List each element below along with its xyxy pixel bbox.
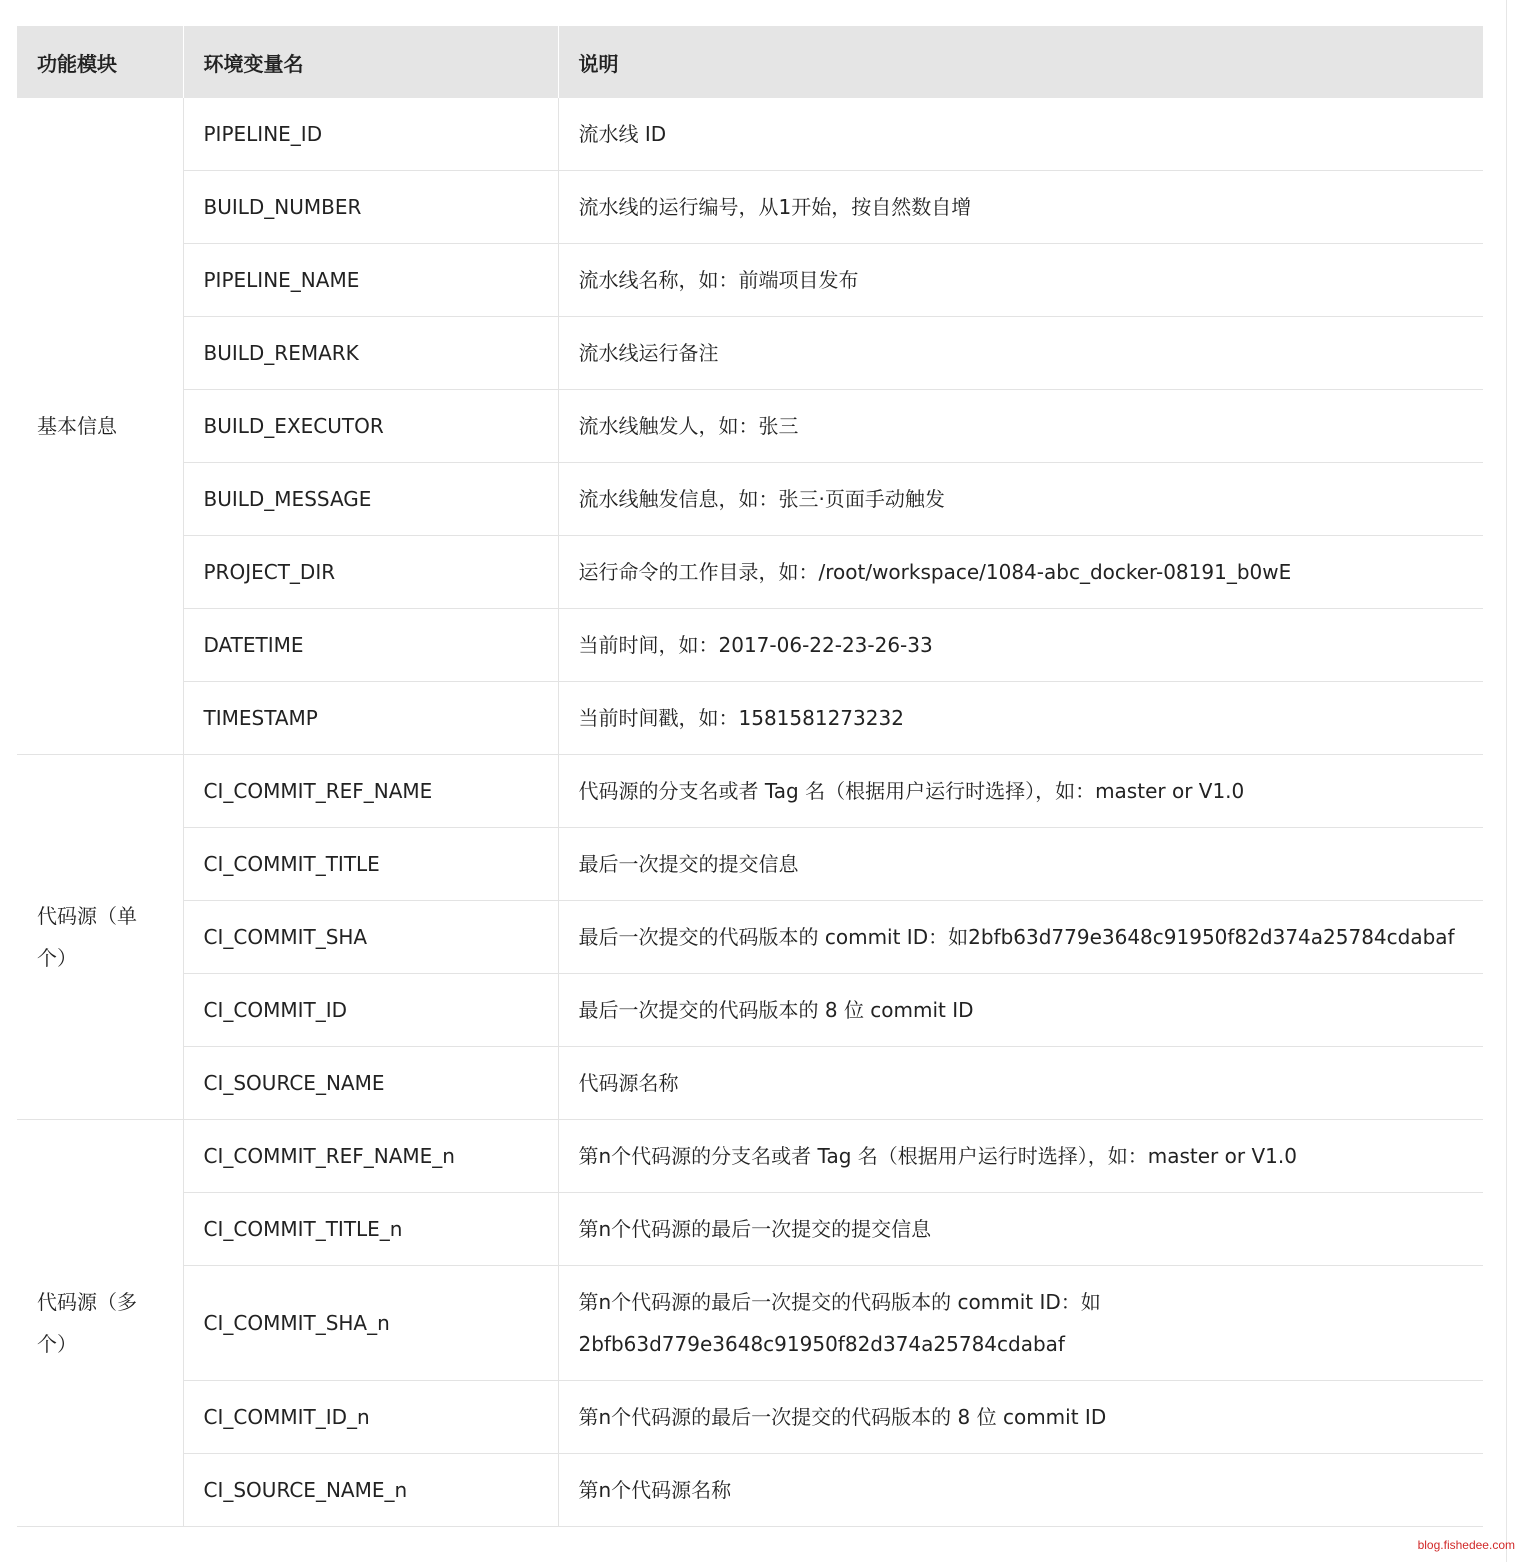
- description-cell: 第n个代码源的最后一次提交的代码版本的 8 位 commit ID: [558, 1381, 1483, 1454]
- module-cell: 基本信息: [17, 98, 183, 755]
- variable-name-cell: TIMESTAMP: [183, 682, 558, 755]
- header-description: 说明: [558, 26, 1483, 98]
- description-cell: 流水线 ID: [558, 98, 1483, 171]
- variable-name-cell: BUILD_EXECUTOR: [183, 390, 558, 463]
- variable-name-cell: BUILD_REMARK: [183, 317, 558, 390]
- variable-name-cell: CI_SOURCE_NAME: [183, 1047, 558, 1120]
- table-row: [17, 536, 1483, 609]
- description-cell: 流水线触发信息，如：张三·页面手动触发: [558, 463, 1483, 536]
- variable-name-cell: PIPELINE_NAME: [183, 244, 558, 317]
- page-divider: [1506, 0, 1507, 1562]
- description-cell: 流水线名称，如：前端项目发布: [558, 244, 1483, 317]
- description-cell: 代码源的分支名或者 Tag 名（根据用户运行时选择），如：master or V1.0: [558, 755, 1483, 828]
- table-row: [17, 1266, 1483, 1381]
- description-cell: 流水线触发人，如：张三: [558, 390, 1483, 463]
- variable-name-cell: PROJECT_DIR: [183, 536, 558, 609]
- variable-name-cell: CI_COMMIT_SHA: [183, 901, 558, 974]
- table-row: [17, 463, 1483, 536]
- description-cell: 第n个代码源名称: [558, 1454, 1483, 1527]
- table-row: [17, 682, 1483, 755]
- description-cell: 运行命令的工作目录，如：/root/workspace/1084-abc_docker-08191_b0wE: [558, 536, 1483, 609]
- variable-name-cell: CI_COMMIT_TITLE_n: [183, 1193, 558, 1266]
- module-cell: 代码源（多个）: [17, 1120, 183, 1527]
- variable-name-cell: CI_COMMIT_SHA_n: [183, 1266, 558, 1381]
- table-row: [17, 317, 1483, 390]
- header-module: 功能模块: [17, 26, 183, 98]
- description-cell: 第n个代码源的最后一次提交的提交信息: [558, 1193, 1483, 1266]
- table-header-row: [17, 26, 1483, 98]
- variable-name-cell: CI_COMMIT_REF_NAME_n: [183, 1120, 558, 1193]
- table-row: [17, 1047, 1483, 1120]
- description-cell: 代码源名称: [558, 1047, 1483, 1120]
- description-cell: 最后一次提交的提交信息: [558, 828, 1483, 901]
- table-row: [17, 244, 1483, 317]
- variable-name-cell: CI_SOURCE_NAME_n: [183, 1454, 558, 1527]
- description-cell: 第n个代码源的分支名或者 Tag 名（根据用户运行时选择），如：master or V1.0: [558, 1120, 1483, 1193]
- table-row: [17, 901, 1483, 974]
- cutoff-text: [36, 0, 996, 6]
- header-variable: 环境变量名: [183, 26, 558, 98]
- table-row: [17, 609, 1483, 682]
- table-row: [17, 1120, 1483, 1193]
- description-cell: 流水线运行备注: [558, 317, 1483, 390]
- description-cell: 当前时间，如：2017-06-22-23-26-33: [558, 609, 1483, 682]
- description-cell: 流水线的运行编号，从1开始，按自然数自增: [558, 171, 1483, 244]
- variable-name-cell: PIPELINE_ID: [183, 98, 558, 171]
- table-row: [17, 1454, 1483, 1527]
- variable-name-cell: BUILD_NUMBER: [183, 171, 558, 244]
- description-cell: 最后一次提交的代码版本的 8 位 commit ID: [558, 974, 1483, 1047]
- variable-name-cell: CI_COMMIT_TITLE: [183, 828, 558, 901]
- variable-name-cell: CI_COMMIT_REF_NAME: [183, 755, 558, 828]
- variable-name-cell: DATETIME: [183, 609, 558, 682]
- table-row: [17, 171, 1483, 244]
- table-row: [17, 828, 1483, 901]
- watermark: blog.fishedee.com: [1417, 1538, 1515, 1552]
- description-cell: 第n个代码源的最后一次提交的代码版本的 commit ID：如2bfb63d779e3648c91950f82d374a25784cdabaf: [558, 1266, 1483, 1381]
- table-row: [17, 755, 1483, 828]
- module-cell: 代码源（单个）: [17, 755, 183, 1120]
- variable-name-cell: BUILD_MESSAGE: [183, 463, 558, 536]
- table-row: [17, 98, 1483, 171]
- table-row: [17, 1381, 1483, 1454]
- description-cell: 当前时间戳，如：1581581273232: [558, 682, 1483, 755]
- description-cell: 最后一次提交的代码版本的 commit ID：如2bfb63d779e3648c91950f82d374a25784cdabaf: [558, 901, 1483, 974]
- table-row: [17, 974, 1483, 1047]
- table-row: [17, 390, 1483, 463]
- variable-name-cell: CI_COMMIT_ID_n: [183, 1381, 558, 1454]
- table-body: [17, 98, 1483, 1527]
- env-variables-table: [17, 26, 1483, 1527]
- variable-name-cell: CI_COMMIT_ID: [183, 974, 558, 1047]
- table-row: [17, 1193, 1483, 1266]
